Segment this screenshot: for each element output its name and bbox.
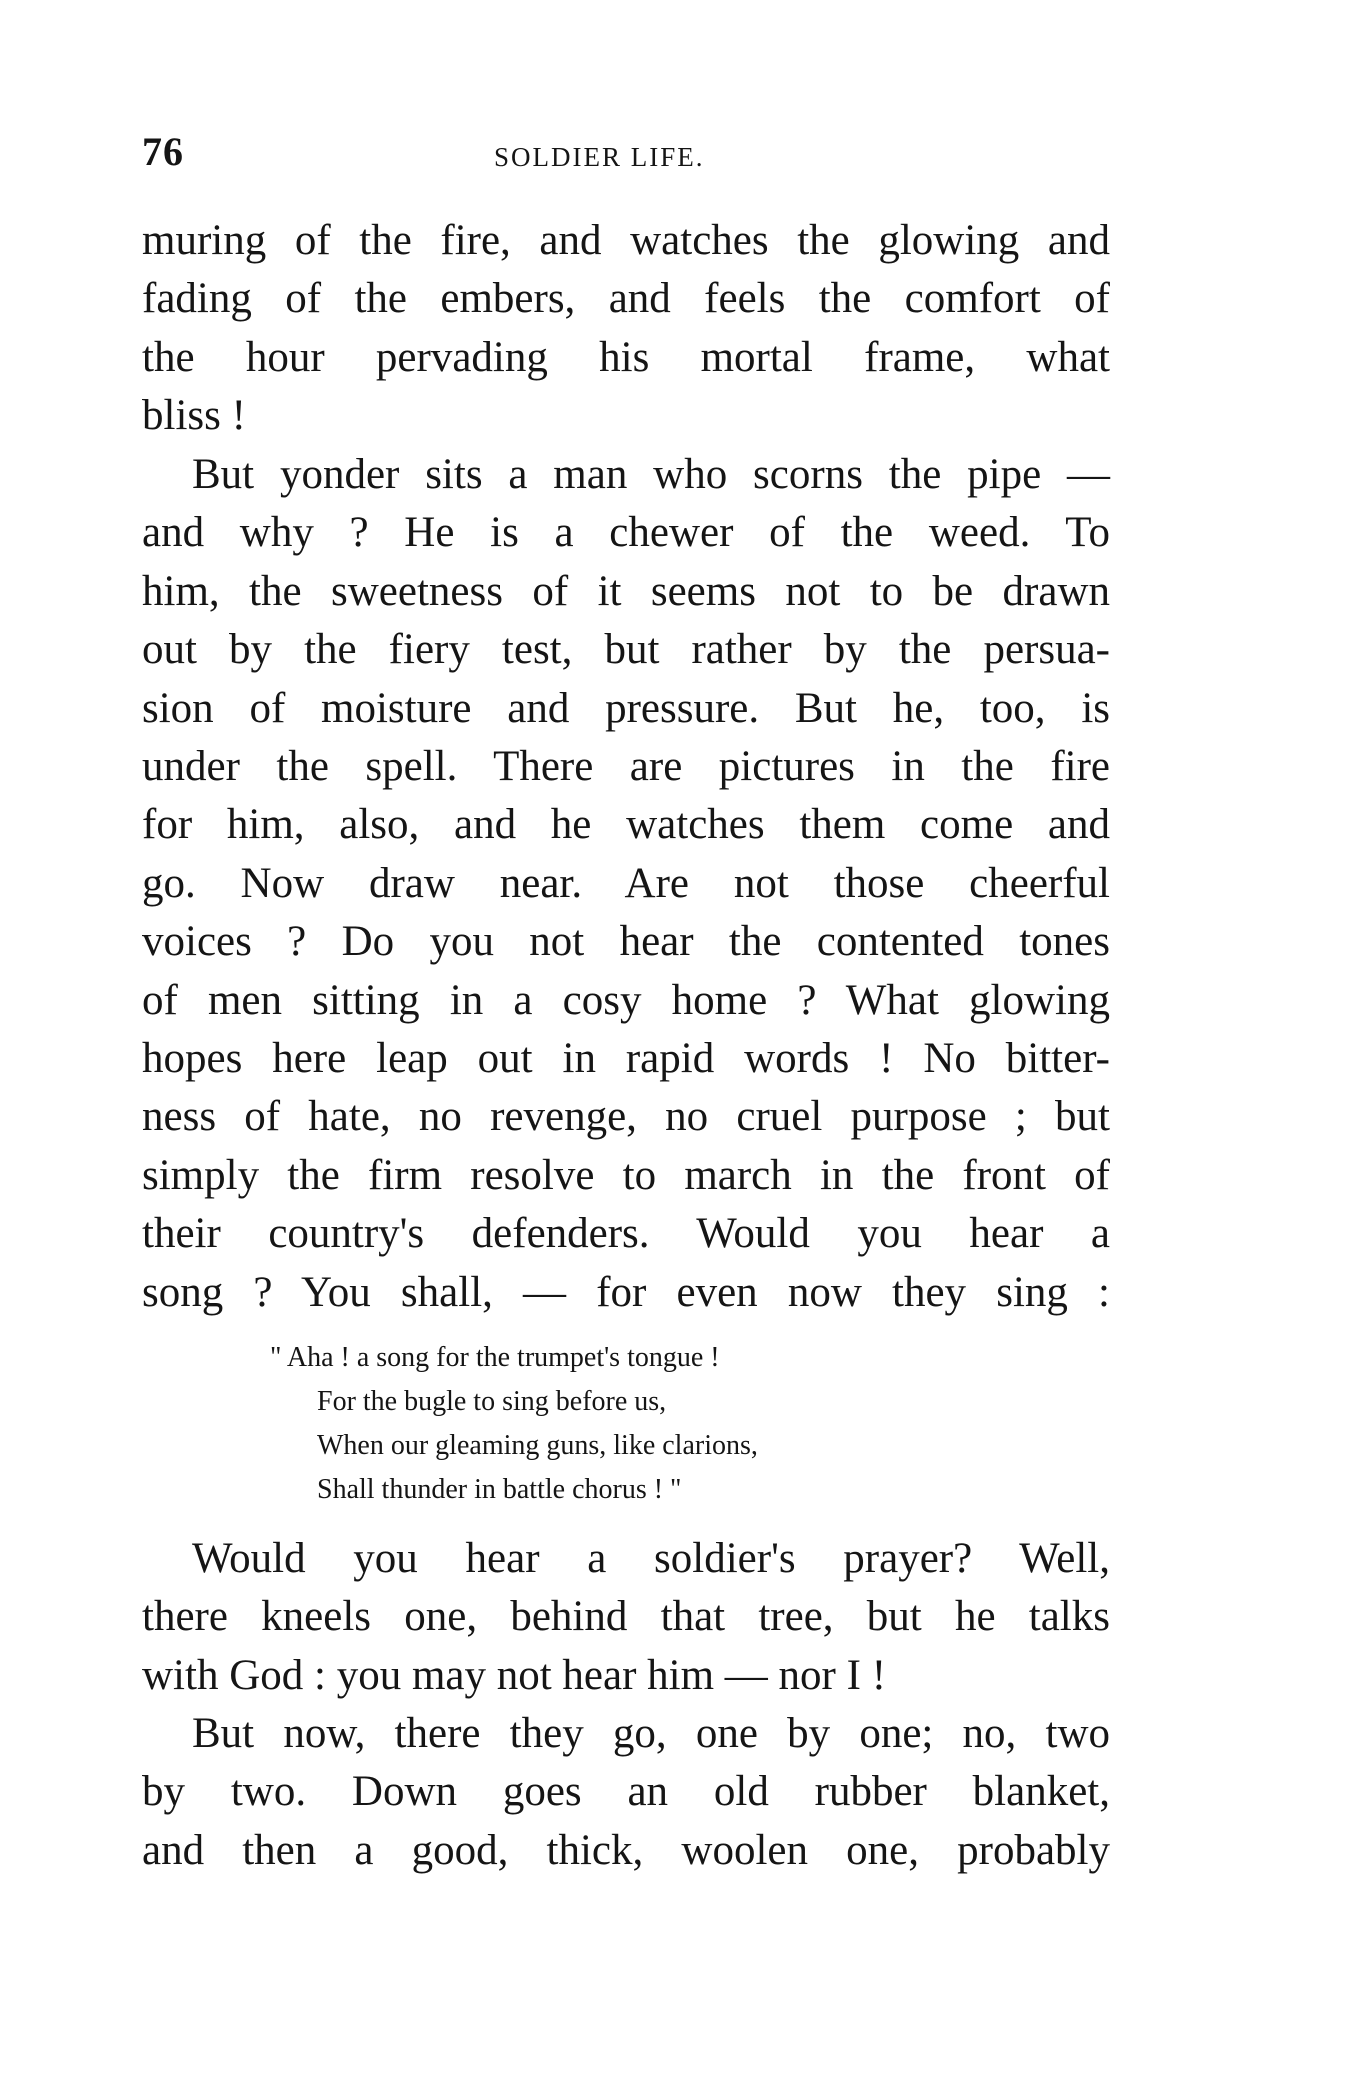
text-line: there kneels one, behind that tree, but he talks [142, 1593, 1110, 1641]
poem-quote [270, 1336, 970, 1512]
text-line: Would you hear a soldier's prayer? Well, [192, 1535, 1110, 1582]
running-head: SOLDIER LIFE. [494, 142, 705, 172]
text-line: by two. Down goes an old rubber blanket, [142, 1768, 1110, 1816]
text-line: ness of hate, no revenge, no cruel purpose ; but [142, 1093, 1110, 1141]
text-line: with God : you may not hear him — nor I ! [142, 1651, 887, 1699]
text-line: But yonder sits a man who scorns the pipe — [192, 451, 1110, 498]
text-line: and then a good, thick, woolen one, probably [142, 1826, 1110, 1874]
page-number: 76 [142, 129, 184, 174]
paragraph-2 [142, 446, 1110, 1322]
text-line: bliss ! [142, 392, 246, 440]
text-line: simply the firm resolve to march in the front of [142, 1151, 1110, 1199]
text-line: sion of moisture and pressure. But he, too, is [142, 684, 1110, 732]
text-line: under the spell. There are pictures in the fire [142, 743, 1110, 791]
text-line: him, the sweetness of it seems not to be drawn [142, 567, 1110, 615]
poem-line: Shall thunder in battle chorus ! " [317, 1474, 682, 1505]
text-line: out by the fiery test, but rather by the persua- [142, 626, 1110, 674]
text-line: their country's defenders. Would you hear a [142, 1210, 1110, 1258]
text-line: the hour pervading his mortal frame, what [142, 333, 1110, 381]
text-line: and why ? He is a chewer of the weed. To [142, 509, 1110, 557]
paragraph-1 [142, 212, 1110, 446]
text-line: go. Now draw near. Are not those cheerful [142, 859, 1110, 907]
text-line: song ? You shall, — for even now they sing : [142, 1268, 1110, 1316]
text-line: voices ? Do you not hear the contented tones [142, 918, 1110, 966]
text-line: fading of the embers, and feels the comfort of [142, 275, 1110, 323]
text-line: hopes here leap out in rapid words ! No bitter- [142, 1035, 1110, 1083]
text-line: for him, also, and he watches them come and [142, 801, 1110, 849]
text-line: of men sitting in a cosy home ? What glowing [142, 976, 1110, 1024]
text-line: muring of the fire, and watches the glowing and [142, 217, 1110, 264]
poem-line: For the bugle to sing before us, [317, 1386, 667, 1417]
poem-line: When our gleaming guns, like clarions, [317, 1430, 758, 1461]
poem-line: " Aha ! a song for the trumpet's tongue ! [270, 1342, 720, 1373]
text-line: But now, there they go, one by one; no, two [192, 1710, 1110, 1757]
page-header [142, 128, 1114, 188]
paragraph-4 [142, 1705, 1110, 1880]
paragraph-3 [142, 1530, 1110, 1705]
